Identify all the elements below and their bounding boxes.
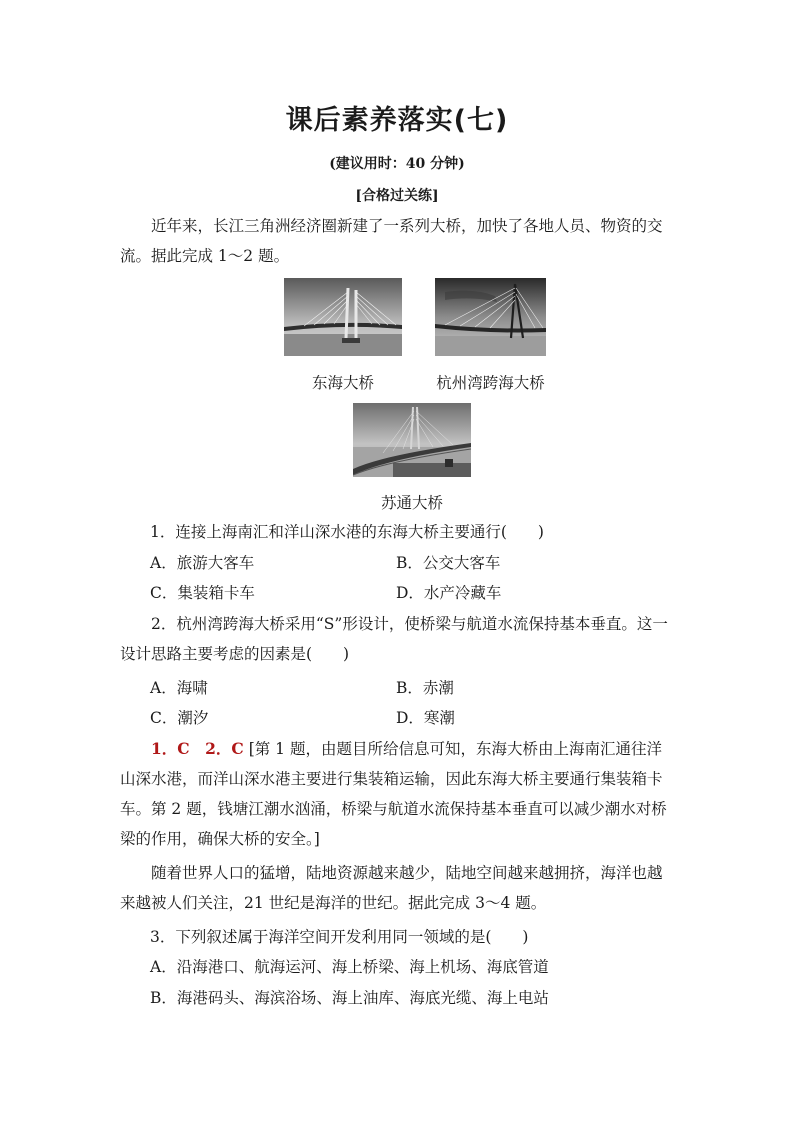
answer-explanation: [第 1 题，由题目所给信息可知，东海大桥由上海南汇通往洋山深水港，而洋山深水港主要进行集装箱运输，因此东海大桥主要通行集装箱卡车。第 2 题，钱塘江潮水汹涌，桥梁与航道水流保持基本垂直可以减少潮水对桥梁的作用，确保大桥的安全。] xyxy=(120,740,667,848)
answer-block-1-2 xyxy=(120,734,676,854)
question-1-option-d: D．水产冷藏车 xyxy=(396,584,502,602)
question-2-option-b: B．赤潮 xyxy=(396,679,454,697)
figure-caption-hangzhou: 杭州湾跨海大桥 xyxy=(436,374,545,392)
question-3-option-b: B．海港码头、海滨浴场、海上油库、海底光缆、海上电站 xyxy=(150,989,549,1007)
question-1-stem: 1．连接上海南汇和洋山深水港的东海大桥主要通行( ) xyxy=(150,523,544,541)
question-3-stem: 3．下列叙述属于海洋空间开发利用同一领域的是( ) xyxy=(150,928,529,946)
question-2-option-c: C．潮汐 xyxy=(150,709,209,727)
question-1-option-a: A．旅游大客车 xyxy=(150,554,255,572)
question-2-option-d: D．寒潮 xyxy=(396,709,455,727)
section-heading: [合格过关练] xyxy=(355,188,439,204)
time-note: (建议用时：40 分钟) xyxy=(329,156,465,172)
answer-key: 1．C 2．C xyxy=(151,739,244,758)
intro-paragraph-2: 随着世界人口的猛增，陆地资源越来越少，陆地空间越来越拥挤，海洋也越来越被人们关注，21 世纪是海洋的世纪。据此完成 3～4 题。 xyxy=(120,864,663,912)
hangzhou-bay-bridge-photo xyxy=(435,278,546,356)
figure-caption-donghai: 东海大桥 xyxy=(311,374,374,392)
donghai-bridge-photo xyxy=(284,278,402,356)
sutong-bridge-photo xyxy=(353,403,471,477)
question-3-option-a: A．沿海港口、航海运河、海上桥梁、海上机场、海底管道 xyxy=(150,958,549,976)
question-2-stem: 2．杭州湾跨海大桥采用“S”形设计，使桥梁与航道水流保持基本垂直。这一设计思路主要考虑的因素是( ) xyxy=(120,615,668,663)
question-2-option-a: A．海啸 xyxy=(150,679,208,697)
intro-paragraph-1: 近年来，长江三角洲经济圈新建了一系列大桥，加快了各地人员、物资的交流。据此完成 1～2 题。 xyxy=(120,217,663,265)
page-title: 课后素养落实(七) xyxy=(285,105,509,136)
question-1-option-c: C．集装箱卡车 xyxy=(150,584,255,602)
question-1-option-b: B．公交大客车 xyxy=(396,554,501,572)
figure-caption-sutong: 苏通大桥 xyxy=(380,494,443,512)
